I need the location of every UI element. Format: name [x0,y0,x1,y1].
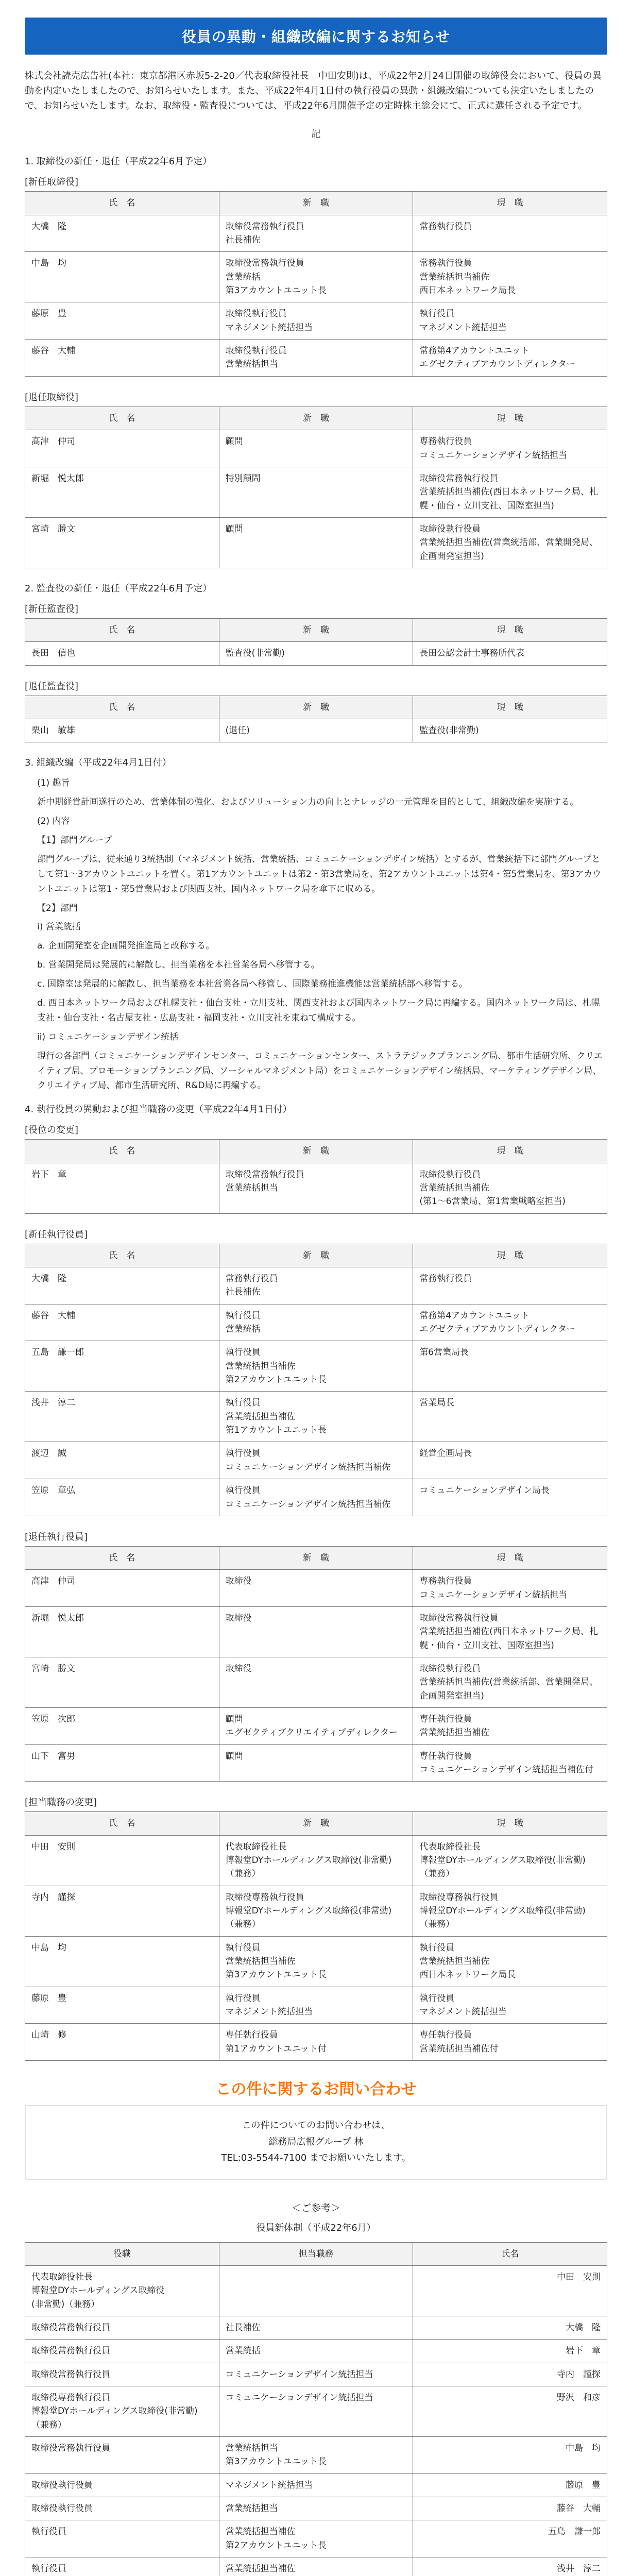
col-name: 氏 名 [25,696,219,719]
table-row [25,215,607,252]
table-row [25,2520,607,2557]
duty-change-block [25,1795,607,2061]
reference-title: ＜ご参考＞ [291,2202,340,2214]
cell-new-role: 取締役 [219,1657,413,1707]
cell-new-role: 執行役員 営業統括 [219,1304,413,1341]
col-position: 役職 [25,2242,219,2265]
ki-label: 記 [311,129,321,140]
table-row [25,1987,607,2024]
cell-new-role: 執行役員 コミュニケーションデザイン統括担当補佐 [219,1442,413,1479]
table-row [25,719,607,742]
cell-new-role: 執行役員 営業統括担当補佐 第1アカウントユニット長 [219,1392,413,1442]
cell-current-role: 常務執行役員 営業統括担当補佐 西日本ネットワーク局長 [413,252,607,302]
col-current-role: 現 職 [413,1546,607,1569]
cell-current-role: 取締役執行役員 営業統括担当補佐(営業統括部、営業開発局、企画開発室担当) [413,1657,607,1707]
table-row [25,2265,607,2316]
new-auditor-table [25,618,607,666]
cell-new-role: 取締役 [219,1606,413,1657]
table-row [25,2024,607,2061]
retiring-exec-block [25,1530,607,1782]
cell-new-role: 取締役 [219,1570,413,1607]
cell-position: 取締役執行役員 [25,2473,219,2497]
new-exec-officers-block [25,1227,607,1516]
cell-name: 宮崎 勝文 [25,517,219,568]
table-row [25,2557,607,2576]
cell-current-role: 取締役執行役員 営業統括担当補佐(営業統括部、営業開発局、企画開発室担当) [413,517,607,568]
table-row [25,1479,607,1516]
cell-current-role: 取締役専務執行役員 博報堂DYホールディングス取締役(非常勤)（兼務） [413,1886,607,1936]
cell-name: 栗山 敏雄 [25,719,219,742]
cell-person-name: 藤原 豊 [413,2473,607,2497]
col-new-role: 新 職 [219,1140,413,1163]
page [25,0,607,2576]
cell-current-role: 長田公認会計士事務所代表 [413,642,607,665]
duty-change-table [25,1811,607,2061]
new-directors-block [25,175,607,376]
section-2-title: 2. 監査役の新任・退任（平成22年6月予定） [25,583,212,594]
cell-new-role: 取締役常務執行役員 社長補佐 [219,215,413,252]
table-row [25,340,607,377]
col-current-role: 現 職 [413,192,607,215]
cell-name: 中田 安則 [25,1835,219,1886]
cell-duty: コミュニケーションデザイン統括担当 [219,2386,413,2437]
memo-group-2-title: 【2】部門 [37,903,78,913]
cell-current-role: 専任執行役員 営業統括担当補佐 [413,1707,607,1744]
table-row [25,2386,607,2437]
col-new-role: 新 職 [219,1812,413,1835]
table-row [25,1304,607,1341]
col-current-role: 現 職 [413,1140,607,1163]
cell-duty: 営業統括担当補佐 第2アカウントユニット長 [219,2520,413,2557]
cell-new-role: (退任) [219,719,413,742]
cell-name: 宮崎 勝文 [25,1657,219,1707]
cell-current-role: 取締役常務執行役員 営業統括担当補佐(西日本ネットワーク局、札幌・仙台・立川支社、国際室担当) [413,467,607,517]
cell-name: 浅井 淳二 [25,1392,219,1442]
new-auditor-block [25,602,607,666]
col-name: 氏 名 [25,618,219,641]
table-row [25,1392,607,1442]
cell-position: 取締役常務執行役員 [25,2340,219,2363]
table-row [25,1835,607,1886]
reference-subtitle: 役員新体制（平成22年6月） [256,2222,376,2233]
cell-current-role: 執行役員 マネジメント統括担当 [413,1987,607,2024]
cell-new-role: 常務執行役員 社長補佐 [219,1267,413,1304]
cell-person-name: 大橋 隆 [413,2316,607,2340]
cell-new-role: 取締役常務執行役員 営業統括担当 [219,1163,413,1213]
cell-person-name: 藤谷 大輔 [413,2497,607,2520]
cell-current-role: 取締役執行役員 営業統括担当補佐 (第1～6営業局、第1営業戦略室担当) [413,1163,607,1213]
contact-title: この件に関するお問い合わせ [215,2080,417,2099]
memo-group-2-subtitle-a: i) 営業統括 [37,922,81,933]
cell-position: 代表取締役社長 博報堂DYホールディングス取締役 (非常勤)（兼務） [25,2265,219,2316]
cell-duty: 社長補佐 [219,2316,413,2340]
col-name: 氏 名 [25,192,219,215]
table-row [25,1267,607,1304]
col-duty: 担当職務 [219,2242,413,2265]
retiring-directors-table [25,406,607,568]
col-new-role: 新 職 [219,696,413,719]
cell-name: 新堀 悦太郎 [25,467,219,517]
col-new-role: 新 職 [219,1244,413,1267]
cell-name: 高津 仲司 [25,430,219,467]
cell-duty: 営業統括担当 [219,2497,413,2520]
new-directors-table [25,191,607,376]
cell-duty: コミュニケーションデザイン統括担当 [219,2363,413,2386]
cell-name: 中島 均 [25,1936,219,1987]
cell-name: 笠原 章弘 [25,1479,219,1516]
cell-current-role: 専任執行役員 コミュニケーションデザイン統括担当補佐付 [413,1744,607,1782]
cell-duty: 営業統括担当補佐 [219,2557,413,2576]
contact-line-2: 総務局広報グループ 林 [268,2136,364,2147]
cell-duty: マネジメント統括担当 [219,2473,413,2497]
cell-position: 執行役員 [25,2557,219,2576]
memo-group-2-item-a3: c. 国際室は発展的に解散し、担当業務を本社営業各局へ移管し、国際業務推進機能は営業統括部へ移管する。 [37,979,468,990]
cell-person-name: 中田 安則 [413,2265,607,2316]
page-title: 役員の異動・組織改編に関するお知らせ [25,18,607,55]
table-row [25,1886,607,1936]
cell-current-role: 監査役(非常勤) [413,719,607,742]
cell-duty: 営業統括 [219,2340,413,2363]
cell-new-role: 専任執行役員 第1アカウントユニット付 [219,2024,413,2061]
cell-current-role: 常務執行役員 [413,215,607,252]
cell-new-role: 顧問 [219,1744,413,1782]
memo-group-1-text: 部門グループは、従来通り3統括制（マネジメント統括、営業統括、コミュニケーションデザイン統括）とするが、営業統括下に部門グループとして第1～3アカウントユニットを置く。第1アカウントユニットは第2・第3営業局を、第2アカウントユニットは第4・第5営業局を、第3アカウントユニットは第1・第5営業局および関西支社、国内ネットワーク局を傘下に収める。 [37,854,602,894]
cell-name: 山崎 修 [25,2024,219,2061]
table-row [25,1707,607,1744]
col-new-role: 新 職 [219,618,413,641]
cell-name: 藤谷 大輔 [25,1304,219,1341]
cell-duty [219,2265,413,2316]
col-name: 氏 名 [25,406,219,430]
cell-current-role: 営業局長 [413,1392,607,1442]
table-row [25,2497,607,2520]
rank-change-title: [役位の変更] [25,1125,79,1136]
cell-new-role: 執行役員 マネジメント統括担当 [219,1987,413,2024]
cell-current-role: 取締役常務執行役員 営業統括担当補佐(西日本ネットワーク局、札幌・仙台・立川支社、国際室担当) [413,1606,607,1657]
table-row [25,1606,607,1657]
col-current-role: 現 職 [413,1244,607,1267]
memo-group-2-item-a4: d. 西日本ネットワーク局および札幌支社・仙台支社・立川支社、関西支社および国内ネットワーク局に再編する。国内ネットワーク局は、札幌支社・仙台支社・名古屋支社・広島支社・福岡支社・立川支社を束ねて構成する。 [37,997,600,1023]
table-row [25,517,607,568]
cell-new-role: 顧問 [219,517,413,568]
cell-name: 長田 信也 [25,642,219,665]
table-row [25,2316,607,2340]
cell-current-role: 常務第4アカウントユニット エグゼクティブアカウントディレクター [413,340,607,377]
table-row [25,1570,607,1607]
memo-group-2-subtitle-b: ii) コミュニケーションデザイン統括 [37,1031,179,1042]
retiring-exec-table [25,1546,607,1782]
cell-current-role: 専務執行役員 コミュニケーションデザイン統括担当 [413,430,607,467]
retiring-auditor-title: [退任監査役] [25,681,79,692]
memo-group-2-item-a2: b. 営業開発局は発展的に解散し、担当業務を本社営業各局へ移管する。 [37,960,320,971]
cell-position: 取締役常務執行役員 [25,2316,219,2340]
cell-new-role: 代表取締役社長 博報堂DYホールディングス取締役(非常勤)（兼務） [219,1835,413,1886]
memo-heading-1: (1) 趣旨 [37,778,70,789]
rank-change-table [25,1139,607,1213]
col-name: 氏 名 [25,1244,219,1267]
cell-name: 藤原 豊 [25,1987,219,2024]
cell-name: 藤谷 大輔 [25,340,219,377]
cell-current-role: 経営企画局長 [413,1442,607,1479]
table-row [25,1442,607,1479]
memo-text-1: 新中期経営計画遂行のため、営業体制の強化、およびソリューション力の向上とナレッジの一元管理を目的として、組織改編を実施する。 [37,797,579,808]
cell-current-role: 常務執行役員 [413,1267,607,1304]
cell-new-role: 取締役執行役員 営業統括担当 [219,340,413,377]
cell-new-role: 監査役(非常勤) [219,642,413,665]
section-4-title: 4. 執行役員の異動および担当職務の変更（平成22年4月1日付） [25,1104,292,1115]
reference-table [25,2242,607,2576]
cell-new-role: 取締役執行役員 マネジメント統括担当 [219,302,413,340]
cell-new-role: 顧問 [219,430,413,467]
table-row [25,2340,607,2363]
cell-new-role: 執行役員 コミュニケーションデザイン統括担当補佐 [219,1479,413,1516]
cell-current-role: コミュニケーションデザイン局長 [413,1479,607,1516]
cell-name: 大橋 隆 [25,215,219,252]
new-exec-officers-title: [新任執行役員] [25,1229,88,1240]
table-row [25,430,607,467]
cell-name: 渡辺 誠 [25,1442,219,1479]
cell-current-role: 代表取締役社長 博報堂DYホールディングス取締役(非常勤)（兼務） [413,1835,607,1886]
cell-name: 岩下 章 [25,1163,219,1213]
contact-line-3: TEL:03-5544-7100 までお願いいたします。 [221,2153,411,2164]
cell-name: 中島 均 [25,252,219,302]
intro-paragraph: 株式会社読売広告社(本社：東京都港区赤坂5-2-20／代表取締役社長 中田安則)は、平成22年2月24日開催の取締役会において、役員の異動を内定いたしましたので、お知らせいたします。また、平成22年4月1日付の執行役員の異動・組織改編についても決定いたしましたので、お知らせいたします。なお、取締役・監査役については、平成22年6月開催予定の定時株主総会にて、正式に選任される予定です。 [25,71,602,111]
contact-line-1: この件についてのお問い合わせは、 [242,2120,390,2131]
cell-name: 山下 富男 [25,1744,219,1782]
cell-new-role: 執行役員 営業統括担当補佐 第2アカウントユニット長 [219,1341,413,1392]
cell-current-role: 第6営業局長 [413,1341,607,1392]
organization-memo [37,776,607,1093]
col-current-role: 現 職 [413,618,607,641]
col-current-role: 現 職 [413,406,607,430]
cell-name: 笠原 次郎 [25,1707,219,1744]
cell-position: 執行役員 [25,2520,219,2557]
memo-group-2-text-b: 現行の各部門（コミュニケーションデザインセンター、コミュニケーションセンター、ストラテジックプランニング局、都市生活研究所、クリエイティブ局、プロモーションプランニング局、ソーシャルマネジメント局）をコミュニケーションデザイン統括局、マーケティングデザイン局、クリエイティブ局、都市生活研究所、R&D局に再編する。 [37,1050,603,1091]
table-row [25,642,607,665]
table-row [25,2437,607,2474]
memo-group-2-item-a1: a. 企画開発室を企画開発推進局と改称する。 [37,941,215,952]
table-row [25,1163,607,1213]
table-row [25,1936,607,1987]
col-new-role: 新 職 [219,192,413,215]
cell-person-name: 岩下 章 [413,2340,607,2363]
table-row [25,1744,607,1782]
cell-current-role: 常務第4アカウントユニット エグゼクティブアカウントディレクター [413,1304,607,1341]
cell-new-role: 特別顧問 [219,467,413,517]
table-row [25,302,607,340]
col-current-role: 現 職 [413,1812,607,1835]
table-row [25,2363,607,2386]
retiring-exec-title: [退任執行役員] [25,1531,88,1543]
cell-new-role: 取締役常務執行役員 営業統括 第3アカウントユニット長 [219,252,413,302]
cell-name: 大橋 隆 [25,1267,219,1304]
section-3-title: 3. 組織改編（平成22年4月1日付） [25,757,172,769]
cell-new-role: 顧問 エグゼクティブクリエイティブディレクター [219,1707,413,1744]
col-name: 氏 名 [25,1140,219,1163]
table-row [25,1341,607,1392]
new-directors-title: [新任取締役] [25,177,79,188]
col-new-role: 新 職 [219,406,413,430]
col-current-role: 現 職 [413,696,607,719]
contact-box [25,2105,607,2180]
cell-position: 取締役執行役員 [25,2497,219,2520]
cell-person-name: 五島 謙一郎 [413,2520,607,2557]
cell-current-role: 執行役員 営業統括担当補佐 西日本ネットワーク局長 [413,1936,607,1987]
new-exec-officers-table [25,1244,607,1516]
cell-name: 五島 謙一郎 [25,1341,219,1392]
table-row [25,252,607,302]
table-row [25,1657,607,1707]
cell-duty: 営業統括担当 第3アカウントユニット長 [219,2437,413,2474]
table-row [25,2473,607,2497]
retiring-auditor-block [25,679,607,743]
cell-name: 新堀 悦太郎 [25,1606,219,1657]
memo-group-1-title: 【1】部門グループ [37,835,112,845]
cell-person-name: 中島 均 [413,2437,607,2474]
cell-person-name: 寺内 謹探 [413,2363,607,2386]
cell-position: 取締役常務執行役員 [25,2437,219,2474]
table-row [25,467,607,517]
retiring-auditor-table [25,696,607,743]
col-person-name: 氏名 [413,2242,607,2265]
cell-current-role: 専任執行役員 営業統括担当補佐付 [413,2024,607,2061]
col-name: 氏 名 [25,1546,219,1569]
cell-current-role: 執行役員 マネジメント統括担当 [413,302,607,340]
section-1-title: 1. 取締役の新任・退任（平成22年6月予定） [25,156,212,167]
cell-person-name: 浅井 淳二 [413,2557,607,2576]
cell-person-name: 野沢 和彦 [413,2386,607,2437]
cell-position: 取締役常務執行役員 [25,2363,219,2386]
memo-heading-2: (2) 内容 [37,816,70,827]
retiring-directors-title: [退任取締役] [25,392,79,403]
col-new-role: 新 職 [219,1546,413,1569]
cell-name: 藤原 豊 [25,302,219,340]
col-name: 氏 名 [25,1812,219,1835]
rank-change-block [25,1123,607,1213]
cell-new-role: 執行役員 営業統括担当補佐 第3アカウントユニット長 [219,1936,413,1987]
duty-change-title: [担当職務の変更] [25,1797,97,1808]
cell-name: 寺内 謹探 [25,1886,219,1936]
retiring-directors-block [25,390,607,568]
cell-position: 取締役専務執行役員 博報堂DYホールディングス取締役(非常勤)（兼務） [25,2386,219,2437]
cell-new-role: 取締役専務執行役員 博報堂DYホールディングス取締役(非常勤)（兼務） [219,1886,413,1936]
new-auditor-title: [新任監査役] [25,603,79,615]
cell-name: 高津 仲司 [25,1570,219,1607]
cell-current-role: 専務執行役員 コミュニケーションデザイン統括担当 [413,1570,607,1607]
